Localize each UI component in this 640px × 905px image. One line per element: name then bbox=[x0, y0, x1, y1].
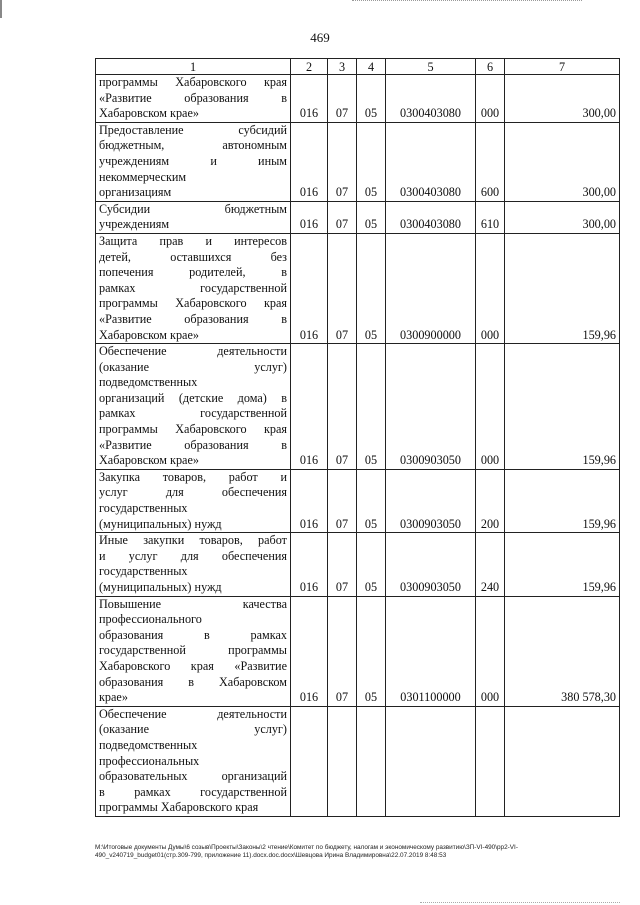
table-header-row bbox=[96, 59, 620, 75]
description-line: Закупка товаров, работ и bbox=[99, 469, 287, 484]
description-line: государственных bbox=[99, 564, 188, 579]
row-description bbox=[96, 344, 291, 470]
description-line: рамках государственной bbox=[99, 280, 287, 295]
description-line: образования в Хабаровском bbox=[99, 674, 287, 689]
description-line: Хабаровском крае» bbox=[99, 106, 199, 121]
description-line: детей, оставшихся без bbox=[99, 249, 287, 264]
description-line: учреждениям и иным bbox=[99, 153, 287, 168]
expense-type-code: 610 bbox=[476, 201, 505, 233]
description-line: Хабаровском крае» bbox=[99, 453, 199, 468]
description-line: государственной программы bbox=[99, 643, 287, 658]
description-line: образования в рамках bbox=[99, 627, 287, 642]
section-code: 07 bbox=[328, 344, 357, 470]
amount: 159,96 bbox=[505, 533, 620, 596]
page-number: 469 bbox=[310, 30, 330, 45]
subsection-code: 05 bbox=[357, 469, 386, 532]
subsection-code: 05 bbox=[357, 344, 386, 470]
table-row bbox=[96, 122, 620, 201]
amount: 300,00 bbox=[505, 201, 620, 233]
description-line: организациям bbox=[99, 185, 172, 200]
top-scan-mark bbox=[352, 0, 582, 3]
description-line: программы Хабаровского края bbox=[99, 800, 259, 815]
ministry-code: 016 bbox=[291, 596, 328, 706]
description-line: профессиональных bbox=[99, 753, 200, 768]
description-line: некоммерческим bbox=[99, 169, 187, 184]
target-article-code: 0300403080 bbox=[386, 75, 476, 123]
footer-line: 490_v240719_budget01(стр.309-799, приложение 11).docx.doc.docx\Шевцова Ирина Владимировна\22.07.2019 8:48:53 bbox=[95, 852, 447, 859]
subsection-code: 05 bbox=[357, 533, 386, 596]
description-line: (муниципальных) нужд bbox=[99, 516, 222, 531]
description-line: Предоставление субсидий bbox=[99, 122, 287, 137]
description-line: профессионального bbox=[99, 612, 202, 627]
ministry-code: 016 bbox=[291, 233, 328, 343]
file-path-footer bbox=[95, 844, 619, 860]
section-code: 07 bbox=[328, 201, 357, 233]
description-line: (оказание услуг) bbox=[99, 722, 287, 737]
ministry-code: 016 bbox=[291, 75, 328, 123]
row-description bbox=[96, 533, 291, 596]
table-row bbox=[96, 533, 620, 596]
description-line: попечения родителей, в bbox=[99, 265, 287, 280]
row-description bbox=[96, 469, 291, 532]
section-code: 07 bbox=[328, 122, 357, 201]
description-line: Субсидии бюджетным bbox=[99, 201, 287, 216]
table-row bbox=[96, 596, 620, 706]
ministry-code: 016 bbox=[291, 344, 328, 470]
description-line: услуг для обеспечения bbox=[99, 485, 287, 500]
description-line: Хабаровском крае» bbox=[99, 327, 199, 342]
ministry-code: 016 bbox=[291, 469, 328, 532]
column-header: 1 bbox=[96, 59, 291, 75]
amount: 300,00 bbox=[505, 122, 620, 201]
row-description bbox=[96, 596, 291, 706]
description-line: подведомственных bbox=[99, 737, 198, 752]
description-line: программы Хабаровского края bbox=[99, 296, 287, 311]
section-code: 07 bbox=[328, 469, 357, 532]
table-row bbox=[96, 233, 620, 343]
amount: 159,96 bbox=[505, 344, 620, 470]
description-line: бюджетным, автономным bbox=[99, 138, 287, 153]
description-line: «Развитие образования в bbox=[99, 437, 287, 452]
table-row bbox=[96, 201, 620, 233]
expense-type-code: 000 bbox=[476, 75, 505, 123]
amount: 380 578,30 bbox=[505, 596, 620, 706]
amount bbox=[505, 706, 620, 816]
expense-type-code bbox=[476, 706, 505, 816]
expense-type-code: 200 bbox=[476, 469, 505, 532]
description-line: Иные закупки товаров, работ bbox=[99, 533, 287, 548]
description-line: (муниципальных) нужд bbox=[99, 580, 222, 594]
ministry-code: 016 bbox=[291, 122, 328, 201]
description-line: организаций (детские дома) в bbox=[99, 390, 287, 405]
expense-type-code: 240 bbox=[476, 533, 505, 596]
description-line: программы Хабаровского края bbox=[99, 422, 287, 437]
target-article-code: 0300900000 bbox=[386, 233, 476, 343]
description-line: «Развитие образования в bbox=[99, 311, 287, 326]
column-header: 3 bbox=[328, 59, 357, 75]
description-line: в рамках государственной bbox=[99, 784, 287, 799]
description-line: крае» bbox=[99, 690, 128, 705]
expense-type-code: 000 bbox=[476, 233, 505, 343]
column-header: 2 bbox=[291, 59, 328, 75]
ministry-code: 016 bbox=[291, 201, 328, 233]
footer-line: М:\Итоговые документы Думы\6 созыв\Проекты\Законы\2 чтение\Комитет по бюджету, налогам и экономическому развитию\ЗП-VI-490\рр2-VI- bbox=[95, 844, 518, 851]
description-line: Хабаровского края «Развитие bbox=[99, 658, 287, 673]
description-line: (оказание услуг) bbox=[99, 359, 287, 374]
subsection-code: 05 bbox=[357, 201, 386, 233]
subsection-code bbox=[357, 706, 386, 816]
section-code: 07 bbox=[328, 233, 357, 343]
amount: 300,00 bbox=[505, 75, 620, 123]
description-line: Повышение качества bbox=[99, 596, 287, 611]
budget-table bbox=[95, 58, 620, 817]
page-edge-mark bbox=[0, 0, 2, 18]
ministry-code: 016 bbox=[291, 533, 328, 596]
description-line: Обеспечение деятельности bbox=[99, 344, 287, 359]
table-row bbox=[96, 75, 620, 123]
section-code: 07 bbox=[328, 533, 357, 596]
target-article-code: 0300403080 bbox=[386, 201, 476, 233]
description-line: учреждениям bbox=[99, 217, 170, 232]
section-code: 07 bbox=[328, 75, 357, 123]
target-article-code: 0300403080 bbox=[386, 122, 476, 201]
target-article-code: 0301100000 bbox=[386, 596, 476, 706]
description-line: подведомственных bbox=[99, 375, 198, 390]
table-row bbox=[96, 706, 620, 816]
row-description bbox=[96, 201, 291, 233]
description-line: образовательных организаций bbox=[99, 769, 287, 784]
target-article-code bbox=[386, 706, 476, 816]
column-header: 6 bbox=[476, 59, 505, 75]
subsection-code: 05 bbox=[357, 233, 386, 343]
description-line: и услуг для обеспечения bbox=[99, 548, 287, 563]
subsection-code: 05 bbox=[357, 122, 386, 201]
target-article-code: 0300903050 bbox=[386, 533, 476, 596]
description-line: «Развитие образования в bbox=[99, 90, 287, 105]
bottom-scan-mark bbox=[420, 902, 620, 903]
target-article-code: 0300903050 bbox=[386, 344, 476, 470]
description-line: государственных bbox=[99, 501, 188, 516]
ministry-code bbox=[291, 706, 328, 816]
subsection-code: 05 bbox=[357, 596, 386, 706]
subsection-code: 05 bbox=[357, 75, 386, 123]
row-description bbox=[96, 233, 291, 343]
description-line: Обеспечение деятельности bbox=[99, 706, 287, 721]
section-code: 07 bbox=[328, 596, 357, 706]
description-line: рамках государственной bbox=[99, 406, 287, 421]
table-row bbox=[96, 344, 620, 470]
amount: 159,96 bbox=[505, 233, 620, 343]
section-code bbox=[328, 706, 357, 816]
column-header: 4 bbox=[357, 59, 386, 75]
expense-type-code: 600 bbox=[476, 122, 505, 201]
description-line: программы Хабаровского края bbox=[99, 75, 287, 89]
row-description bbox=[96, 706, 291, 816]
amount: 159,96 bbox=[505, 469, 620, 532]
row-description bbox=[96, 75, 291, 123]
column-header: 5 bbox=[386, 59, 476, 75]
table-row bbox=[96, 469, 620, 532]
column-header: 7 bbox=[505, 59, 620, 75]
target-article-code: 0300903050 bbox=[386, 469, 476, 532]
expense-type-code: 000 bbox=[476, 344, 505, 470]
description-line: Защита прав и интересов bbox=[99, 233, 287, 248]
row-description bbox=[96, 122, 291, 201]
expense-type-code: 000 bbox=[476, 596, 505, 706]
